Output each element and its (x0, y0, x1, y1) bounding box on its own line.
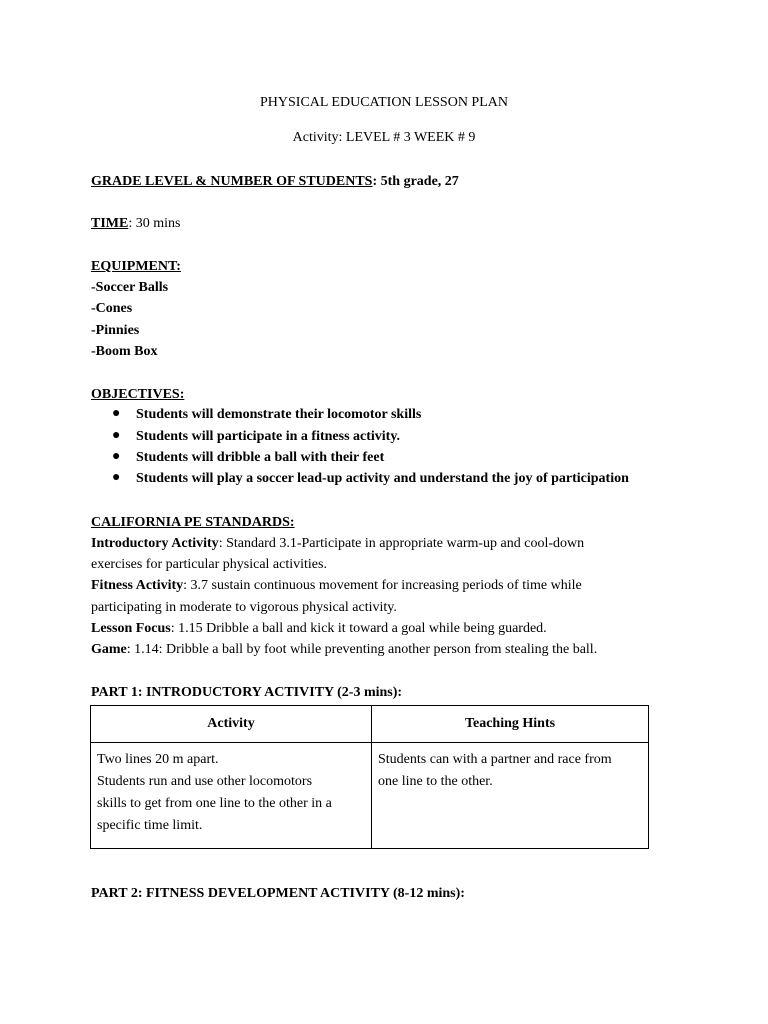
cell-text-line: Two lines 20 m apart. (97, 752, 219, 767)
standard-intro-text: : Standard 3.1-Participate in appropriate warm-up and cool-down (218, 536, 585, 551)
cell-text-line: skills to get from one line to the other in a (97, 796, 332, 811)
table-row (91, 743, 649, 849)
time-value: : 30 mins (128, 216, 181, 231)
bullet-icon: ● (112, 406, 121, 421)
standard-fitness-continuation: participating in moderate to vigorous physical activity. (91, 600, 397, 615)
time-label: TIME (91, 216, 129, 231)
grade-level-value: : 5th grade, 27 (372, 174, 459, 189)
equipment-item: -Soccer Balls (91, 280, 169, 295)
standard-fitness-text: : 3.7 sustain continuous movement for increasing periods of time while (183, 578, 582, 593)
part1-heading: PART 1: INTRODUCTORY ACTIVITY (2-3 mins): (91, 685, 403, 700)
grade-level-label: GRADE LEVEL & NUMBER OF STUDENTS (91, 174, 373, 189)
equipment-item: -Cones (91, 301, 133, 316)
column-header-teaching-hints: Teaching Hints (372, 706, 649, 743)
standards-heading: CALIFORNIA PE STANDARDS: (91, 515, 295, 530)
standard-intro-continuation: exercises for particular physical activities. (91, 557, 327, 572)
cell-text-line: Students can with a partner and race from (378, 752, 612, 767)
standard-intro-label: Introductory Activity (91, 536, 219, 551)
standard-intro-line (91, 535, 584, 553)
activity-cell (91, 743, 372, 849)
bullet-icon: ● (112, 428, 121, 443)
standard-focus-label: Lesson Focus (91, 621, 171, 636)
activity-subtitle: Activity: LEVEL # 3 WEEK # 9 (292, 130, 476, 145)
objectives-heading: OBJECTIVES: (91, 387, 185, 402)
teaching-hints-cell (372, 743, 649, 849)
objective-text: Students will participate in a fitness activity. (136, 429, 401, 444)
part2-heading: PART 2: FITNESS DEVELOPMENT ACTIVITY (8-12 mins): (91, 886, 465, 901)
bullet-icon: ● (112, 449, 121, 464)
time-line (91, 215, 180, 233)
objective-text: Students will demonstrate their locomotor skills (136, 407, 422, 422)
cell-text-line: Students run and use other locomotors (97, 774, 313, 789)
equipment-heading: EQUIPMENT: (91, 259, 181, 274)
objective-text: Students will dribble a ball with their feet (136, 450, 385, 465)
bullet-icon: ● (112, 470, 121, 485)
standard-fitness-line (91, 577, 582, 595)
column-header-activity: Activity (91, 706, 372, 743)
document-title: PHYSICAL EDUCATION LESSON PLAN (260, 95, 508, 110)
grade-level-line (91, 173, 459, 191)
cell-text-line: specific time limit. (97, 818, 203, 833)
standard-fitness-label: Fitness Activity (91, 578, 184, 593)
part1-table (90, 705, 649, 849)
equipment-item: -Boom Box (91, 344, 158, 359)
cell-text-line: one line to the other. (378, 774, 493, 789)
standard-focus-text: : 1.15 Dribble a ball and kick it toward a goal while being guarded. (170, 621, 547, 636)
equipment-item: -Pinnies (91, 323, 140, 338)
table-header-row (91, 706, 649, 743)
objective-text: Students will play a soccer lead-up activity and understand the joy of participation (136, 471, 629, 486)
standard-game-text: : 1.14: Dribble a ball by foot while preventing another person from stealing the ball. (126, 642, 598, 657)
standard-focus-line (91, 620, 547, 638)
standard-game-line (91, 641, 597, 659)
standard-game-label: Game (91, 642, 127, 657)
